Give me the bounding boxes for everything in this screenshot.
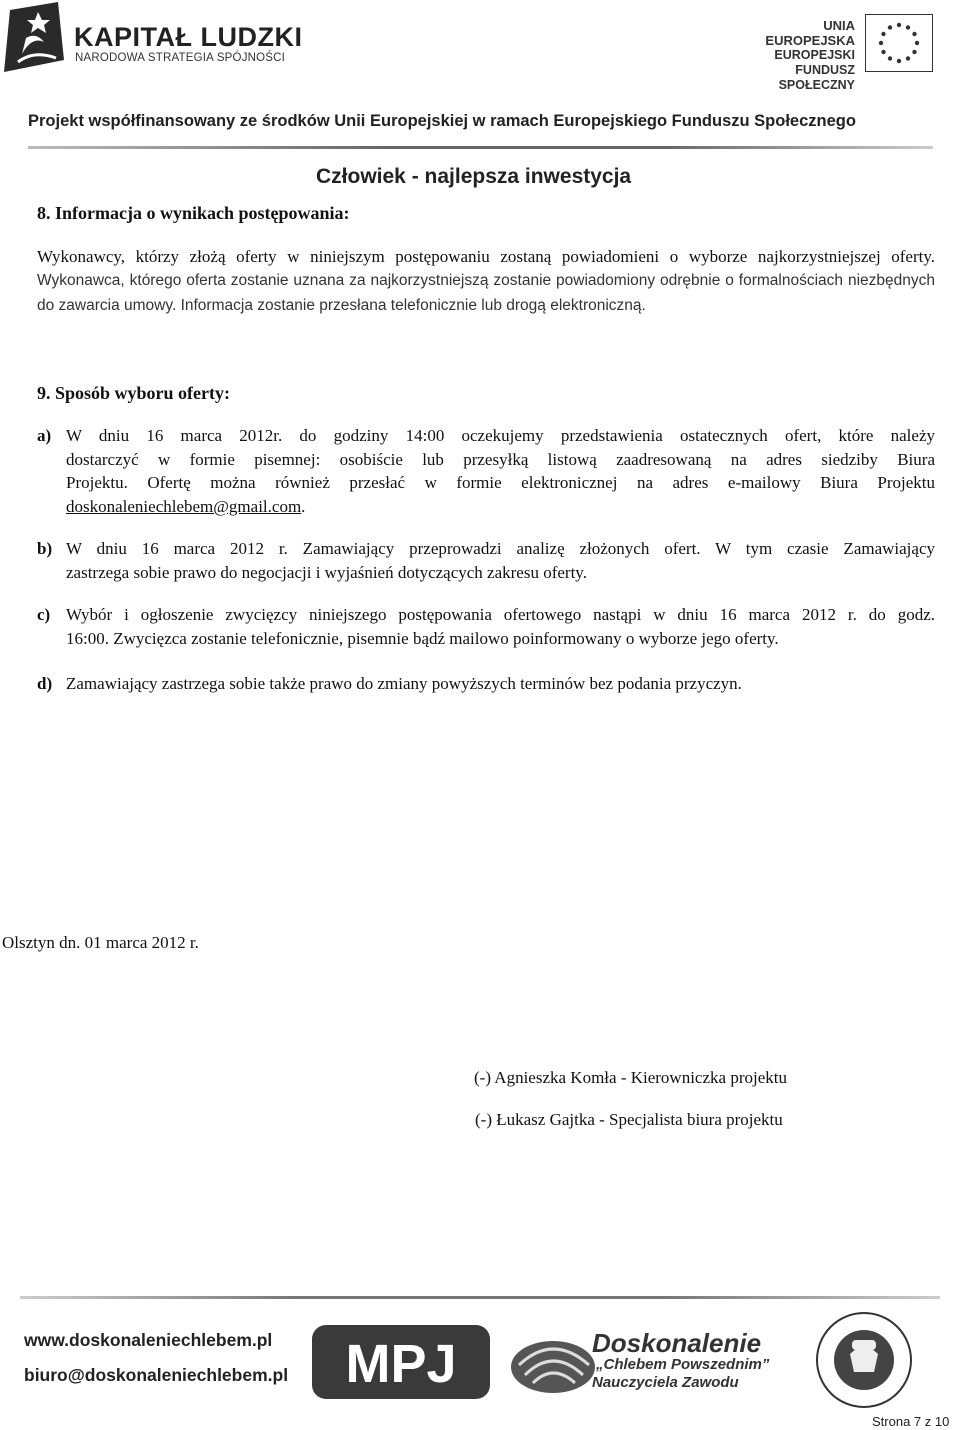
list-label-d: d) — [37, 674, 53, 693]
section-8-p2: Wykonawca, którego oferta zostanie uznana za najkorzystniejszą zostanie powiadomiony odrębnie o formalnościach niezbędnych do zawarcia umowy. Informacja zostanie przesłana telefonicznie lub drogą elektroniczną. — [37, 272, 935, 314]
doskonalenie-title: Doskonalenie — [592, 1328, 762, 1358]
program-subtitle: NARODOWA STRATEGIA SPÓJNOŚCI — [75, 52, 286, 64]
list-text-d — [66, 672, 935, 696]
section-9-heading: 9. Sposób wyboru oferty: — [37, 383, 231, 403]
project-cofinancing-line: Projekt współfinansowany ze środków Unii Europejskiej w ramach Europejskiego Funduszu Społecznego — [28, 112, 856, 130]
list-a-line-2: dostarczyć w formie pisemnej: osobiście lub przesyłką listową zaadresowaną na adres siedziby Biura — [66, 449, 935, 469]
footer-email[interactable]: biuro@doskonaleniechlebem.pl — [24, 1365, 289, 1385]
section-8-paragraph — [37, 245, 935, 317]
header-divider — [28, 146, 933, 149]
signature-project-manager: (-) Agnieszka Komła - Kierowniczka projektu — [474, 1068, 787, 1087]
project-email-link[interactable]: doskonaleniechlebem@gmail.com — [66, 496, 302, 516]
list-c-line-2: 16:00. Zwycięzca zostanie telefonicznie, pisemnie bądź mailowo poinformowany o wyborze jego oferty. — [66, 628, 779, 648]
eu-line-2: EUROPEJSKI — [774, 48, 855, 62]
list-item-c — [37, 603, 935, 650]
list-item-a — [37, 424, 935, 518]
mpj-logo — [312, 1325, 490, 1399]
list-b-line-2: zastrzega sobie prawo do negocjacji i wyjaśnień dotyczących zakresu oferty. — [66, 562, 587, 582]
list-b-line-1: W dniu 16 marca 2012 r. Zamawiający przeprowadzi analizę złożonych ofert. W tym czasie Zamawiający — [66, 539, 935, 558]
motto: Człowiek - najlepsza inwestycja — [316, 165, 632, 188]
eu-text-block — [738, 18, 855, 93]
list-text-a — [66, 424, 935, 518]
list-text-c — [66, 603, 935, 650]
footer-divider — [20, 1296, 940, 1299]
page-number: Strona 7 z 10 — [872, 1414, 950, 1429]
list-c-line-1: Wybór i ogłoszenie zwycięzcy niniejszego postępowania ofertowego nastąpi w dniu 16 marca 2012 r. do godz. — [66, 605, 935, 624]
eu-flag-icon — [865, 14, 933, 72]
section-8-p1: Wykonawcy, którzy złożą oferty w niniejszym postępowaniu zostaną powiadomieni o wyborze najkorzystniejszej oferty. — [37, 247, 935, 266]
doskonalenie-subtitle-2: Nauczyciela Zawodu — [592, 1374, 739, 1391]
signature-office-specialist: (-) Łukasz Gajtka - Specjalista biura projektu — [475, 1110, 783, 1129]
section-8-heading: 8. Informacja o wynikach postępowania: — [37, 203, 350, 223]
list-a-line-3: Projektu. Ofertę można również przesłać w formie elektronicznej na adres e-mailowy Biura Projektu — [66, 473, 935, 492]
list-text-b — [66, 537, 935, 584]
list-a-line-4 — [66, 495, 935, 519]
list-a-line-1: W dniu 16 marca 2012r. do godziny 14:00 oczekujemy przedstawienia ostatecznych ofert, które należy — [66, 426, 935, 445]
list-label-a: a) — [37, 426, 52, 445]
chefs-association-seal — [814, 1310, 914, 1410]
mpj-logo-text: MPJ — [345, 1334, 457, 1394]
doskonalenie-subtitle-1: „Chlebem Powszednim” — [596, 1356, 770, 1373]
place-and-date: Olsztyn dn. 01 marca 2012 r. — [2, 933, 199, 952]
list-item-b — [37, 537, 935, 584]
list-label-b: b) — [37, 539, 53, 558]
eu-line-1: UNIA EUROPEJSKA — [765, 18, 855, 48]
list-d-line-1: Zamawiający zastrzega sobie także prawo do zmiany powyższych terminów bez podania przyczyn. — [66, 674, 742, 693]
list-label-c: c) — [37, 605, 51, 624]
footer-website[interactable]: www.doskonaleniechlebem.pl — [24, 1330, 273, 1350]
program-title: KAPITAŁ LUDZKI — [74, 22, 303, 52]
eu-line-3: FUNDUSZ SPOŁECZNY — [778, 63, 855, 92]
list-a-period: . — [301, 496, 306, 516]
list-item-d — [37, 672, 935, 696]
